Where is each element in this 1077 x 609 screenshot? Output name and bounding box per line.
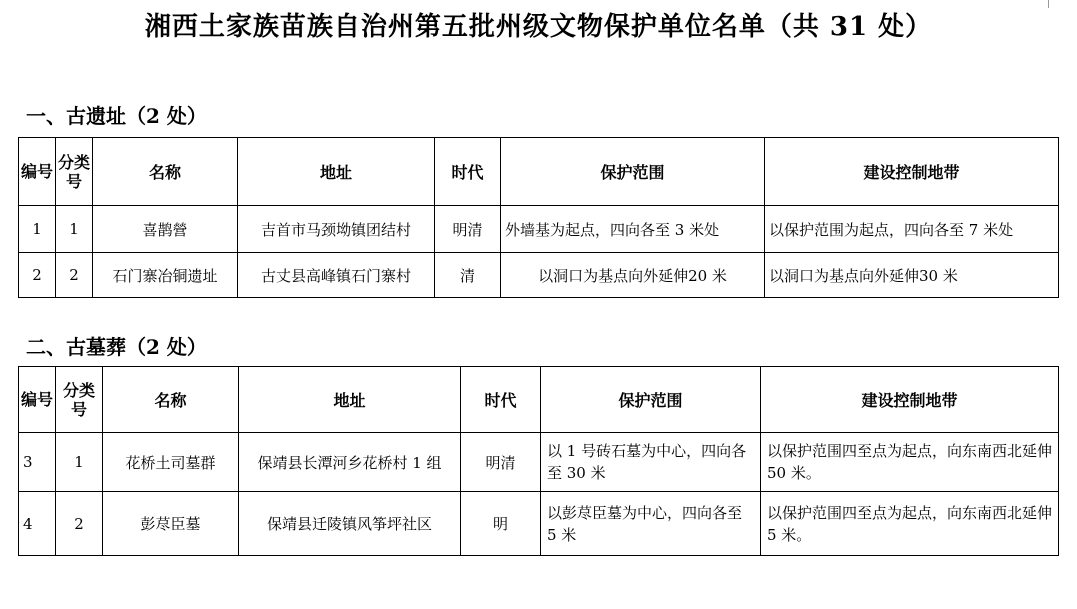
cell-zone: 以保护范围为起点，四向各至 7 米处 xyxy=(765,206,1059,253)
table-header-row xyxy=(19,138,1059,206)
header-scope: 保护范围 xyxy=(541,367,761,433)
cell-zone: 以洞口为基点向外延伸30 米 xyxy=(765,253,1059,298)
table-row xyxy=(19,206,1059,253)
cell-scope: 以洞口为基点向外延伸20 米 xyxy=(501,253,765,298)
ancient-tombs-table xyxy=(18,366,1059,556)
table-header-row xyxy=(19,367,1059,433)
cell-zone: 以保护范围四至点为起点，向东南西北延伸 50 米。 xyxy=(761,433,1059,492)
cell-name: 石门寨冶铜遗址 xyxy=(93,253,238,298)
cell-cat: 1 xyxy=(56,433,103,492)
cell-addr: 保靖县长潭河乡花桥村 1 组 xyxy=(239,433,461,492)
cell-addr: 古丈县高峰镇石门寨村 xyxy=(238,253,435,298)
cell-zone: 以保护范围四至点为起点，向东南西北延伸 5 米。 xyxy=(761,492,1059,556)
cell-era: 明 xyxy=(461,492,541,556)
header-era: 时代 xyxy=(461,367,541,433)
cell-name: 彭荩臣墓 xyxy=(103,492,239,556)
cell-name: 花桥土司墓群 xyxy=(103,433,239,492)
header-addr: 地址 xyxy=(239,367,461,433)
cell-addr: 保靖县迁陵镇风筝坪社区 xyxy=(239,492,461,556)
cell-addr: 吉首市马颈坳镇团结村 xyxy=(238,206,435,253)
cell-cat: 2 xyxy=(56,253,93,298)
cell-num: 4 xyxy=(19,492,56,556)
header-zone: 建设控制地带 xyxy=(761,367,1059,433)
cell-scope: 以彭荩臣墓为中心，四向各至 5 米 xyxy=(541,492,761,556)
page-title: 湘西土家族苗族自治州第五批州级文物保护单位名单（共 31 处） xyxy=(144,12,933,42)
cell-scope: 外墙基为起点，四向各至 3 米处 xyxy=(501,206,765,253)
table-row xyxy=(19,492,1059,556)
header-zone: 建设控制地带 xyxy=(765,138,1059,206)
cell-cat: 1 xyxy=(56,206,93,253)
cell-num: 2 xyxy=(19,253,56,298)
section-title-ancient-sites: 一、古遗址（2 处） xyxy=(26,104,207,128)
section-title-ancient-tombs: 二、古墓葬（2 处） xyxy=(26,335,207,359)
cell-era: 明清 xyxy=(435,206,501,253)
cell-era: 清 xyxy=(435,253,501,298)
header-cat: 分类号 xyxy=(56,367,103,433)
cell-cat: 2 xyxy=(56,492,103,556)
header-name: 名称 xyxy=(93,138,238,206)
ancient-sites-table xyxy=(18,137,1059,298)
cell-name: 喜鹊營 xyxy=(93,206,238,253)
header-scope: 保护范围 xyxy=(501,138,765,206)
cell-scope: 以 1 号砖石墓为中心，四向各至 30 米 xyxy=(541,433,761,492)
cell-era: 明清 xyxy=(461,433,541,492)
cell-num: 3 xyxy=(19,433,56,492)
header-cat: 分类号 xyxy=(56,138,93,206)
header-addr: 地址 xyxy=(238,138,435,206)
header-era: 时代 xyxy=(435,138,501,206)
table-row xyxy=(19,433,1059,492)
cell-num: 1 xyxy=(19,206,56,253)
header-name: 名称 xyxy=(103,367,239,433)
header-num: 编号 xyxy=(19,367,56,433)
header-num: 编号 xyxy=(19,138,56,206)
table-row xyxy=(19,253,1059,298)
